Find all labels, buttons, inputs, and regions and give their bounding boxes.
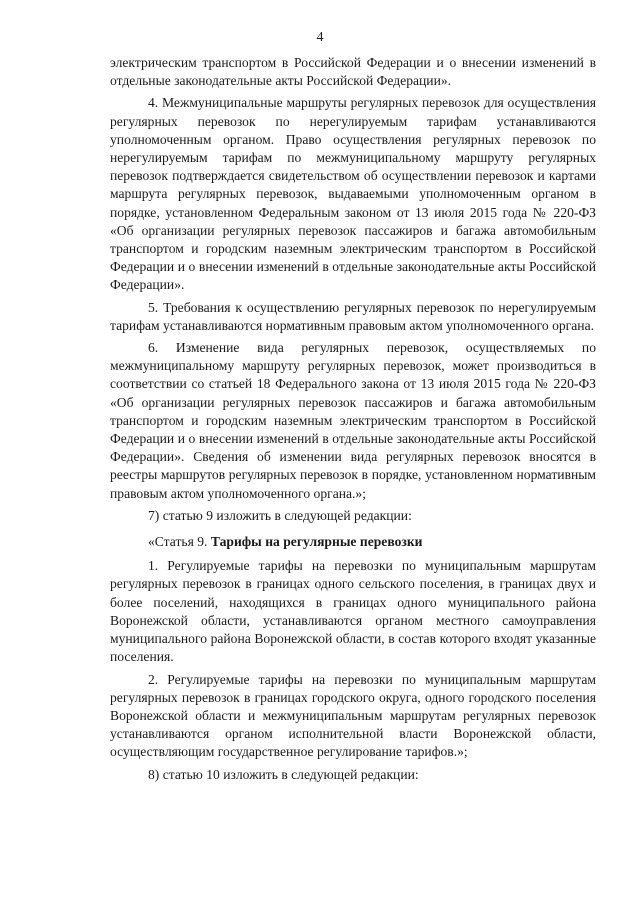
- paragraph-item-4: 4. Межмуниципальные маршруты регулярных перевозок для осуществления регулярных перевозок по нерегулируемым тарифам устанавливаются уполномоченным органом. Право осуществления регулярных перевозок по нерегулируемым тарифам по межмуниципальному маршруту регулярных перевозок подтверждается свидетельством об осуществлении перевозок и картами маршрута регулярных перевозок, выдаваемыми уполномоченным органом в порядке, установленном Федеральным законом от 13 июля 2015 года № 220-ФЗ «Об организации регулярных перевозок пассажиров и багажа автомобильным транспортом и городским наземным электрическим транспортом в Российской Федерации и о внесении изменений в отдельные законодательные акты Российской Федерации».: [110, 95, 596, 293]
- paragraph-amendment-8: 8) статью 10 изложить в следующей редакции:: [148, 766, 419, 782]
- article-heading-title: Тарифы на регулярные перевозки: [210, 534, 423, 550]
- paragraph-item-6: 6. Изменение вида регулярных перевозок, осуществляемых по межмуниципальному маршруту регулярных перевозок, может производиться в соответствии со статьей 18 Федерального закона от 13 июля 2015 года № 220-ФЗ «Об организации регулярных перевозок пассажиров и багажа автомобильным транспортом и городским наземным электрическим транспортом в Российской Федерации и о внесении изменений в отдельные законодательные акты Российской Федерации». Сведения об изменении вида регулярных перевозок вносятся в реестры маршрутов регулярных перевозок в порядке, установленном нормативным правовым актом уполномоченного органа.»;: [110, 340, 596, 501]
- article-heading: [110, 533, 596, 551]
- page-number: 4: [316, 30, 324, 45]
- paragraph-item-5: 5. Требования к осуществлению регулярных перевозок по нерегулируемым тарифам устанавливаются нормативным правовым актом уполномоченного органа.: [110, 299, 596, 333]
- paragraph-article9-item-2: 2. Регулируемые тарифы на перевозки по муниципальным маршрутам регулярных перевозок в границах городского округа, одного городского поселения Воронежской области и межмуниципальным маршрутам регулярных перевозок устанавливаются органом исполнительной власти Воронежской области, осуществляющим государственное регулирование тарифов.»;: [110, 671, 596, 760]
- paragraph-continuation: электрическим транспортом в Российской Федерации и о внесении изменений в отдельные законодательные акты Российской Федерации».: [110, 55, 596, 89]
- article-heading-prefix: «Статья 9.: [148, 534, 211, 550]
- paragraph-article9-item-1: 1. Регулируемые тарифы на перевозки по муниципальным маршрутам регулярных перевозок в границах одного сельского поселения, в границах двух и более поселений, находящихся в границах одного муниципального района Воронежской области, устанавливаются органом местного самоуправления муниципального района Воронежской области, в состав которого входят указанные поселения.: [110, 558, 596, 665]
- document-body: [110, 54, 596, 788]
- paragraph-amendment-7: 7) статью 9 изложить в следующей редакции:: [148, 507, 412, 523]
